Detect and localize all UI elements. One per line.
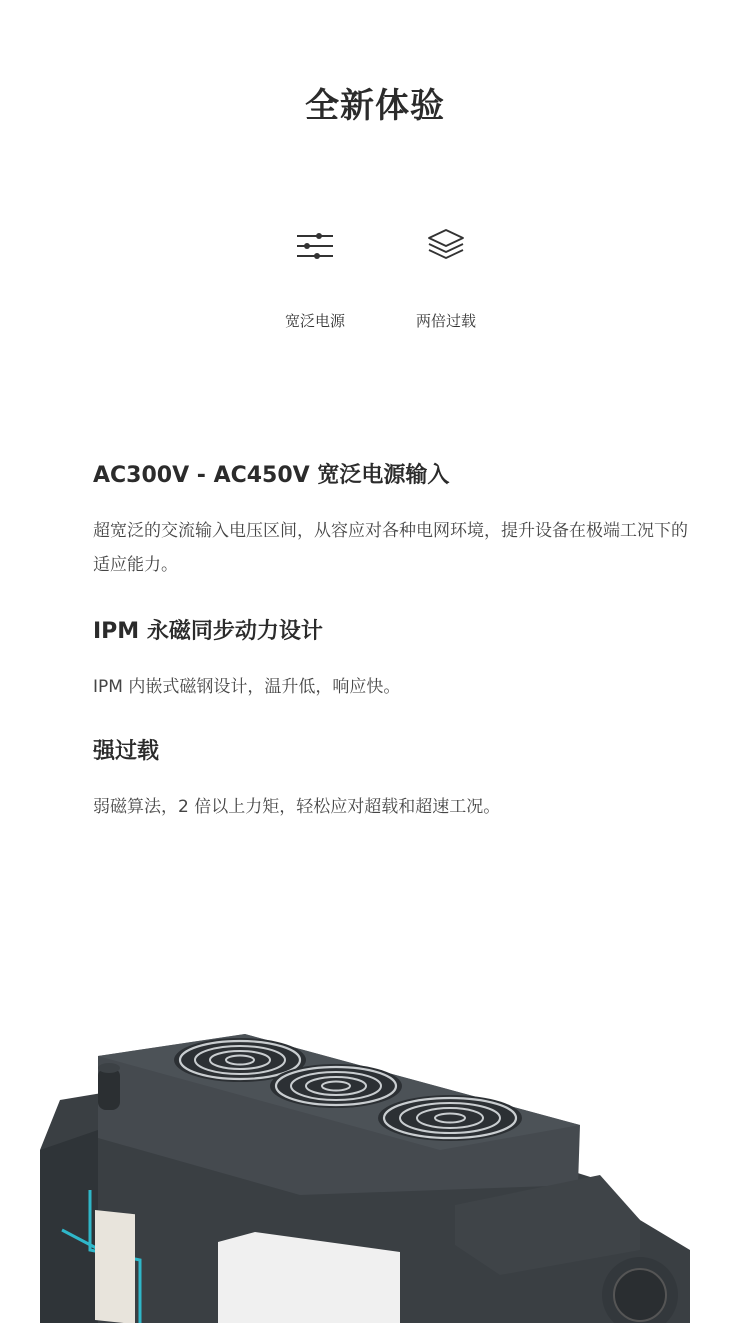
layers-icon (426, 228, 466, 264)
section-title-overload: 强过载 (93, 739, 160, 764)
section-text-overload: 弱磁算法，2 倍以上力矩，轻松应对超载和超速工况。 (93, 797, 501, 817)
page-title: 全新体验 (305, 86, 445, 126)
feature-double-overload (386, 228, 506, 331)
product-image (0, 1020, 750, 1323)
section-title-wide-power: AC300V - AC450V 宽泛电源输入 (93, 463, 450, 488)
feature-label: 两倍过载 (415, 312, 476, 330)
feature-label: 宽泛电源 (284, 312, 345, 330)
section-text-wide-power: 超宽泛的交流输入电压区间，从容应对各种电网环境，提升设备在极端工况下的适应能力。 (93, 521, 688, 575)
section-title-ipm: IPM 永磁同步动力设计 (93, 619, 323, 644)
feature-wide-power (255, 228, 375, 331)
section-text-ipm: IPM 内嵌式磁钢设计，温升低，响应快。 (93, 677, 401, 697)
sliders-icon (295, 228, 335, 264)
